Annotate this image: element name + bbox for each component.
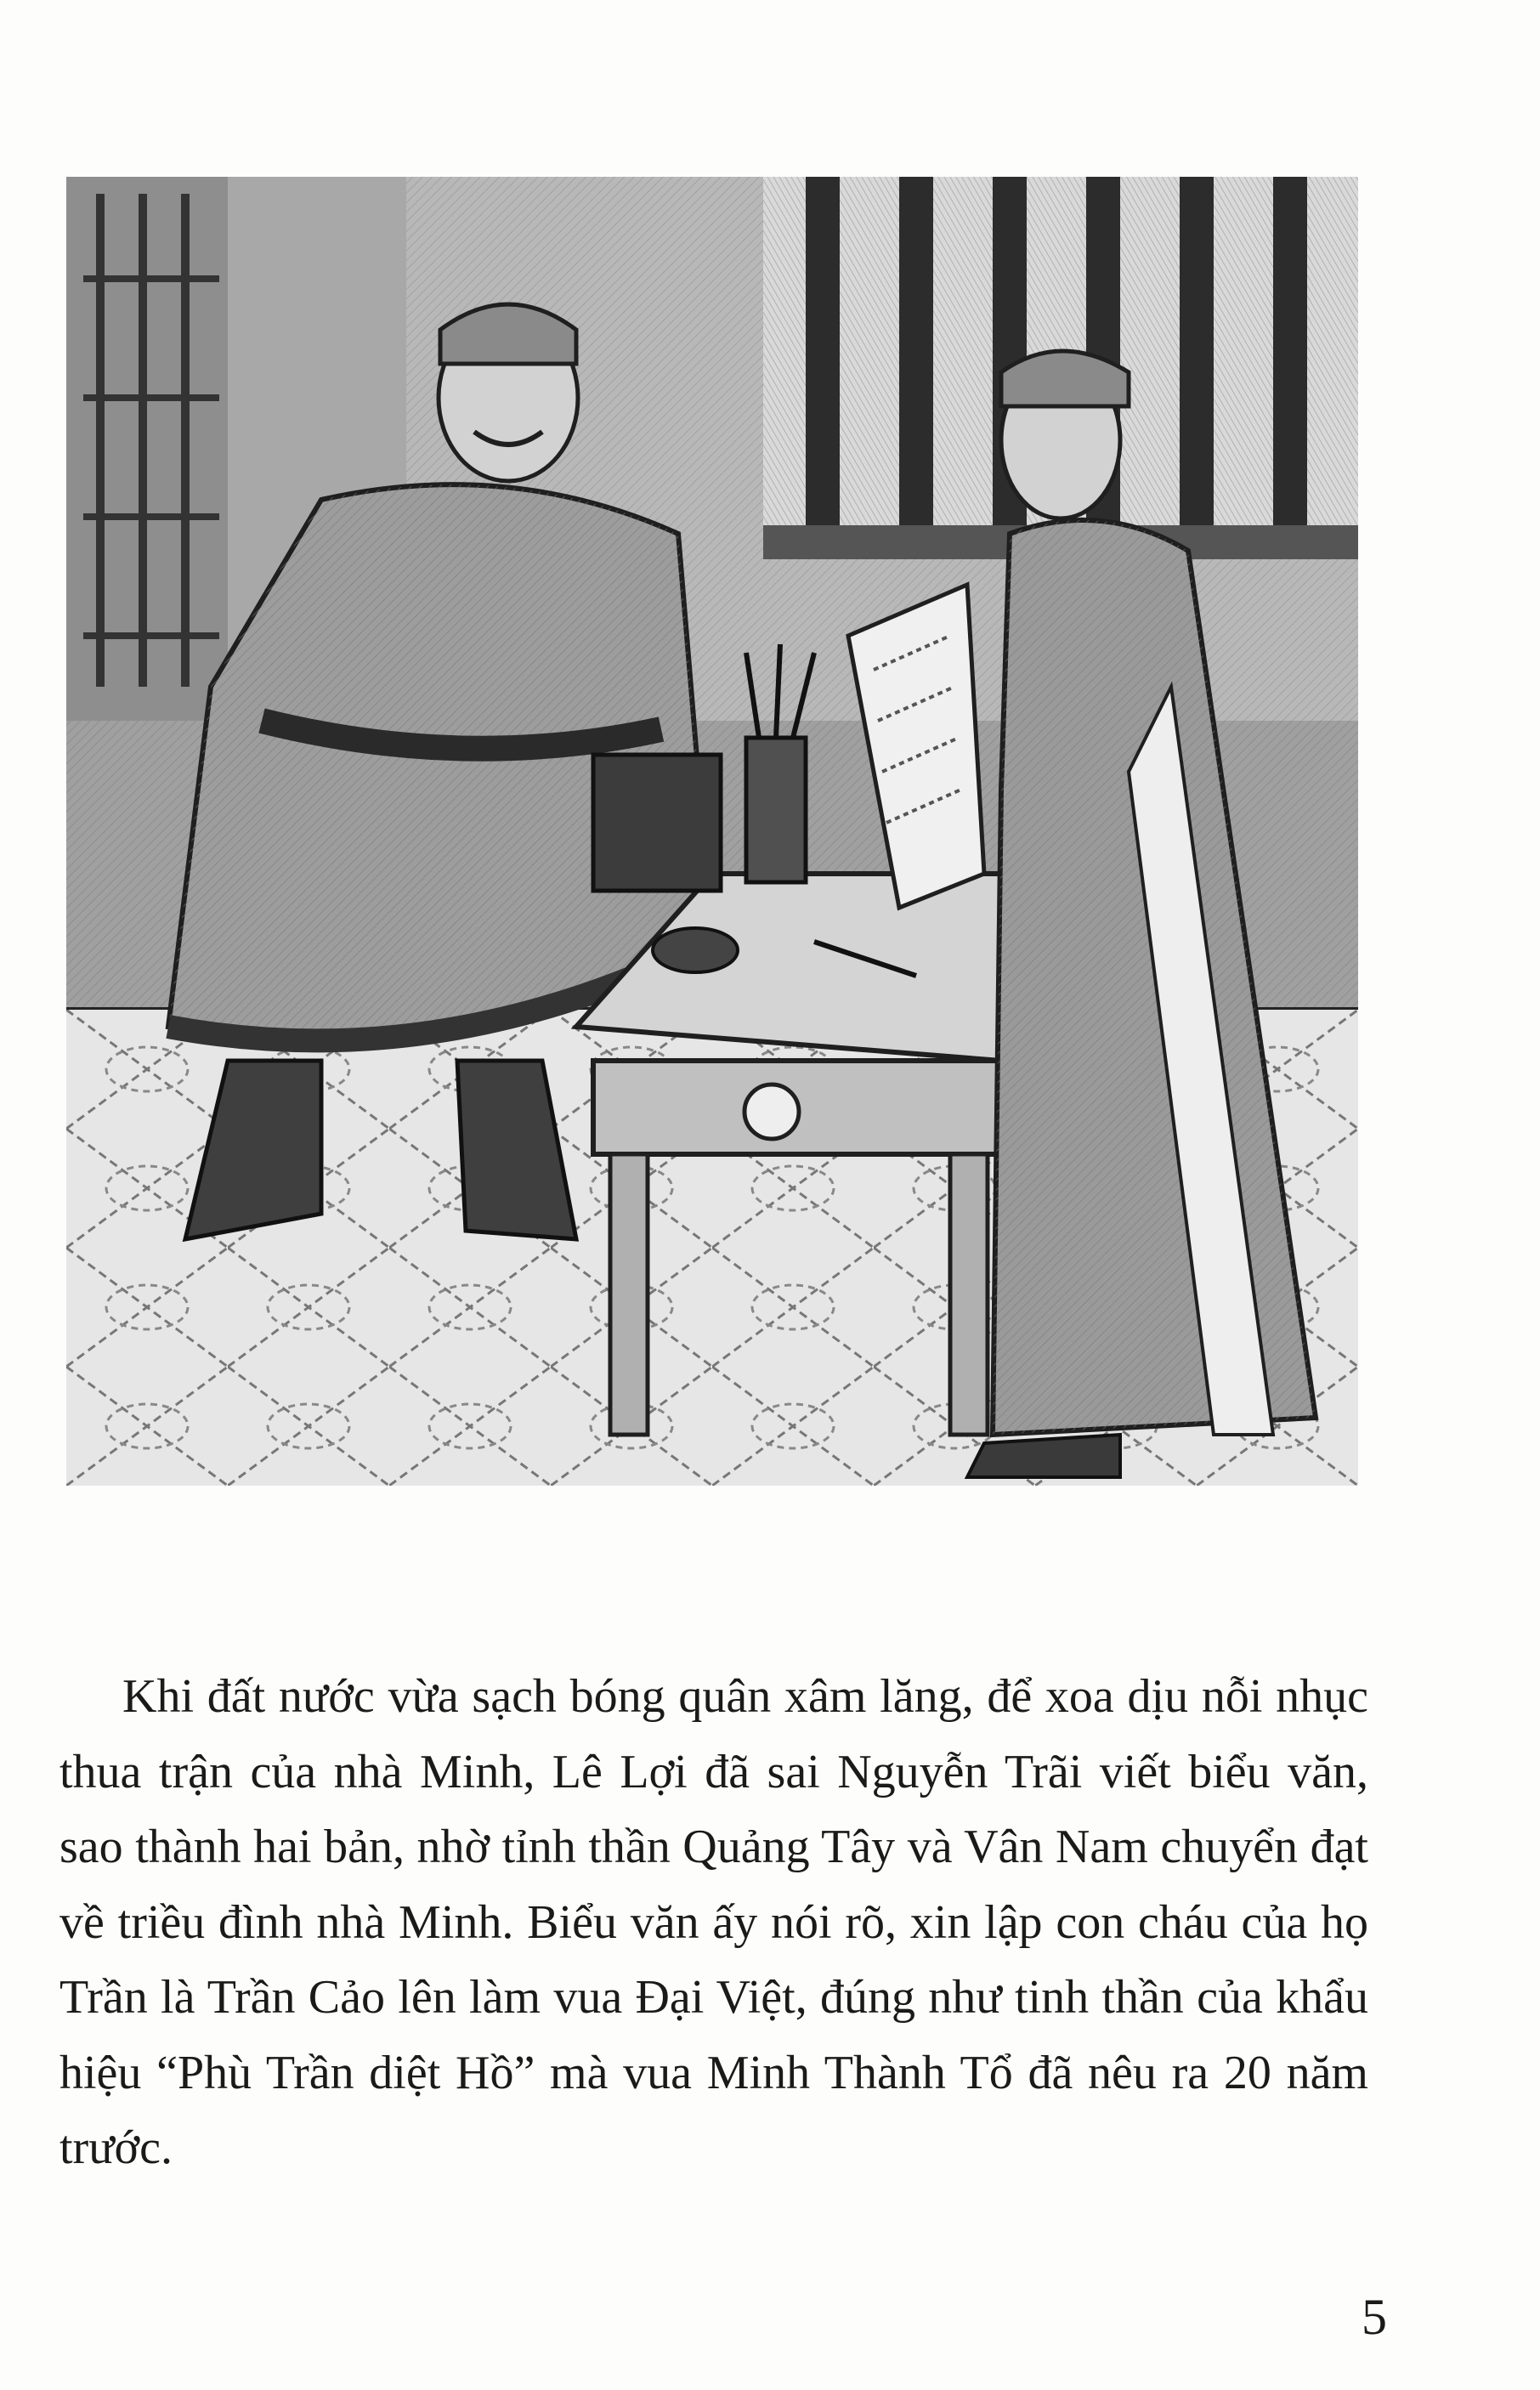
book-illustration [66, 177, 1358, 1513]
page-number: 5 [1362, 2289, 1387, 2345]
story-paragraph: Khi đất nước vừa sạch bóng quân xâm lăng, để xoa dịu nỗi nhục thua trận của nhà Minh, Lê Lợi đã sai Nguyễn Trãi viết biểu văn, sao thành hai bản, nhờ tỉnh thần Quảng Tây và Vân Nam chuyển đạt về triều đình nhà Minh. Biểu văn ấy nói rõ, xin lập con cháu của họ Trần là Trần Cảo lên làm vua Đại Việt, đúng như tinh thần của khẩu hiệu “Phù Trần diệt Hồ” mà vua Minh Thành Tổ đã nêu ra 20 năm trước. [59, 1670, 1368, 2174]
scholars-illustration [66, 177, 1358, 1513]
